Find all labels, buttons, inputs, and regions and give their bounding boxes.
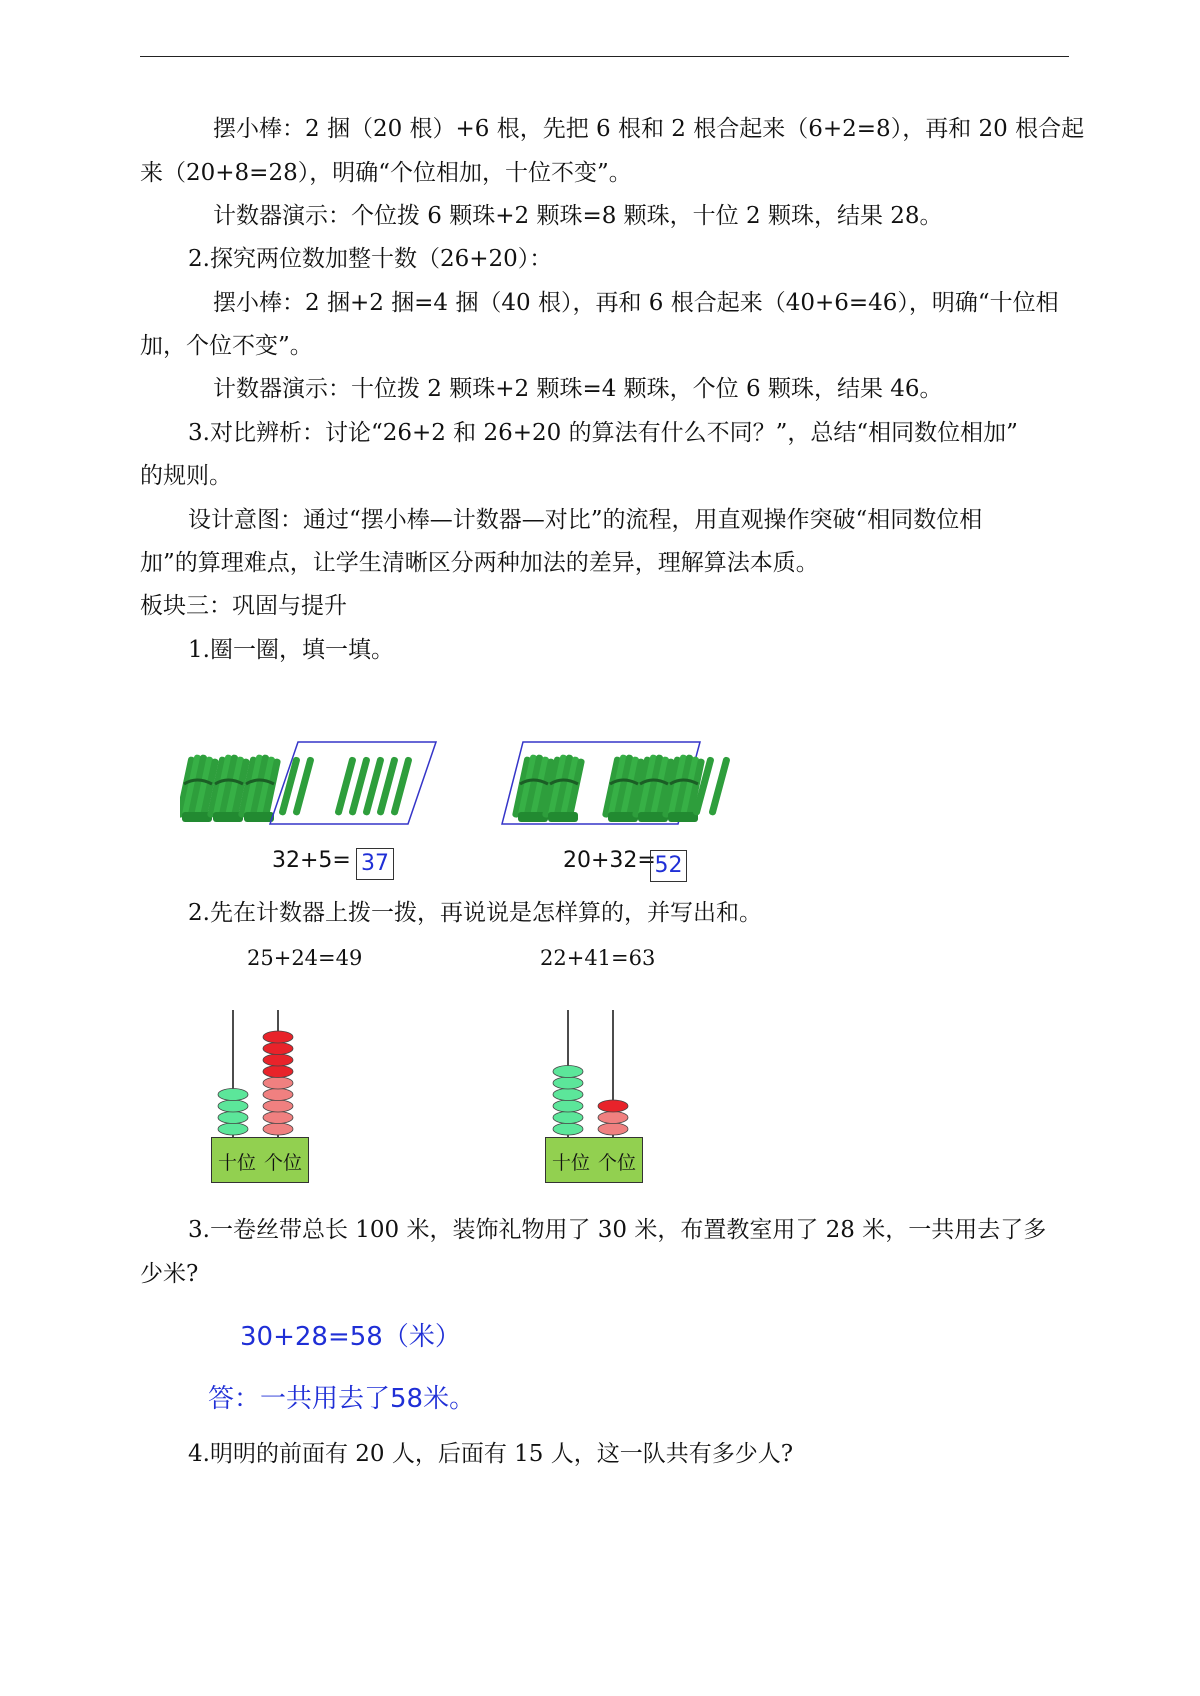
ones-bead — [263, 1123, 293, 1135]
paragraph-design-b: 加”的算理难点，让学生清晰区分两种加法的差异，理解算法本质。 — [140, 550, 819, 576]
counter-base-left — [211, 1137, 309, 1183]
ones-label: 个位 — [598, 1152, 637, 1174]
header-rule — [140, 56, 1069, 57]
ones-bead — [263, 1031, 293, 1043]
tens-bead — [218, 1112, 248, 1124]
paragraph-design-a: 设计意图：通过“摆小棒—计数器—对比”的流程，用直观操作突破“相同数位相 — [188, 507, 983, 533]
tens-bead — [553, 1100, 583, 1112]
question-1: 1.圈一圈，填一填。 — [188, 637, 394, 663]
question-3-a: 3.一卷丝带总长 100 米，装饰礼物用了 30 米，布置教室用了 28 米，一共用去了多 — [188, 1217, 1047, 1243]
paragraph-compare-b: 的规则。 — [140, 463, 232, 489]
ones-bead — [263, 1043, 293, 1055]
tens-bead — [218, 1089, 248, 1101]
tens-bead — [553, 1123, 583, 1135]
paragraph-compare-a: 3.对比辨析：讨论“26+2 和 26+20 的算法有什么不同？”，总结“相同数位相加” — [188, 420, 1018, 446]
tens-bead — [218, 1123, 248, 1135]
tens-bead — [553, 1112, 583, 1124]
heading-explore-2: 2.探究两位数加整十数（26+20）： — [188, 246, 553, 272]
exercise1-left-answer-box: 37 — [356, 848, 394, 880]
ones-bead — [263, 1066, 293, 1078]
exercise1-right-equation: 20+32= — [563, 848, 656, 873]
paragraph-sticks-2b: 加，个位不变”。 — [140, 333, 313, 359]
tens-bead — [218, 1100, 248, 1112]
ones-bead — [598, 1123, 628, 1135]
tens-label: 十位 — [552, 1152, 591, 1174]
paragraph-sticks-2a: 摆小棒：2 捆+2 捆=4 捆（40 根），再和 6 根合起来（40+6=46），明确“十位相 — [213, 290, 1059, 316]
paragraph-sticks-b: 来（20+8=28），明确“个位相加，十位不变”。 — [140, 160, 632, 186]
tens-bead — [553, 1089, 583, 1101]
section-heading-3: 板块三：巩固与提升 — [140, 593, 347, 619]
exercise3-equation: 30+28=58（米） — [240, 1322, 461, 1352]
exercise2-left-equation: 25+24=49 — [247, 946, 363, 970]
paragraph-counter-demo-2: 计数器演示：十位拨 2 颗珠+2 颗珠=4 颗珠，个位 6 颗珠，结果 46。 — [213, 376, 943, 402]
ones-bead — [263, 1112, 293, 1124]
paragraph-sticks-a: 摆小棒：2 捆（20 根）+6 根，先把 6 根和 2 根合起来（6+2=8），再和 20 根合起 — [213, 116, 1085, 142]
ones-bead — [263, 1054, 293, 1066]
tens-bead — [553, 1077, 583, 1089]
exercise3-answer: 答：一共用去了58米。 — [208, 1384, 476, 1414]
stick-figure — [180, 740, 800, 840]
question-4: 4.明明的前面有 20 人，后面有 15 人，这一队共有多少人? — [188, 1441, 794, 1467]
ones-bead — [263, 1077, 293, 1089]
exercise1-left-equation: 32+5= — [272, 848, 351, 873]
counter-base-right — [545, 1137, 643, 1183]
ones-bead — [598, 1100, 628, 1112]
ones-label: 个位 — [264, 1152, 303, 1174]
ones-bead — [598, 1112, 628, 1124]
paragraph-counter-demo-1: 计数器演示：个位拨 6 颗珠+2 颗珠=8 颗珠，十位 2 颗珠，结果 28。 — [213, 203, 943, 229]
question-2: 2.先在计数器上拨一拨，再说说是怎样算的，并写出和。 — [188, 900, 762, 926]
ones-bead — [263, 1089, 293, 1101]
tens-label: 十位 — [218, 1152, 257, 1174]
abacus-right — [535, 1005, 655, 1145]
ones-bead — [263, 1100, 293, 1112]
tens-bead — [553, 1066, 583, 1078]
question-3-b: 少米? — [140, 1261, 199, 1287]
exercise2-right-equation: 22+41=63 — [540, 946, 656, 970]
exercise1-right-answer-box: 52 — [650, 850, 687, 882]
abacus-left — [200, 1005, 320, 1145]
